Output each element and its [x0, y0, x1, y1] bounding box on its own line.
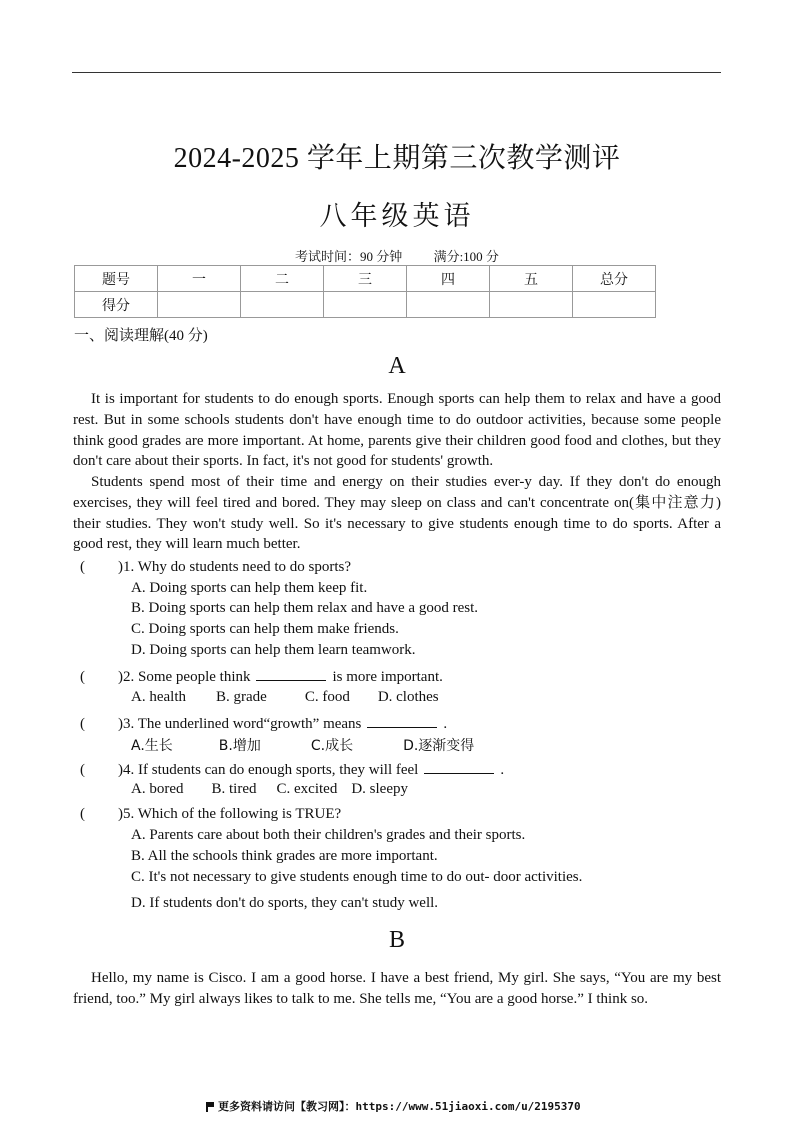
- option: C.成长: [310, 738, 354, 754]
- score-table-header-row: [75, 266, 656, 292]
- answer-bracket[interactable]: (: [80, 716, 85, 732]
- score-table-score-row: [75, 292, 656, 318]
- score-cell: [241, 292, 324, 318]
- question-stem-end: .: [443, 716, 448, 732]
- score-header-cell: 三: [324, 266, 407, 292]
- score-cell: [407, 292, 490, 318]
- full-score: 满分:100 分: [433, 249, 499, 264]
- fill-blank[interactable]: [256, 668, 326, 681]
- passage-b-heading: B: [388, 927, 405, 953]
- exam-subtitle: 八年级英语: [319, 201, 475, 231]
- question-stem: )3. The underlined word“growth” means: [118, 716, 362, 732]
- score-header-cell: 五: [490, 266, 573, 292]
- fill-blank[interactable]: [367, 715, 437, 728]
- option: A. Doing sports can help them keep fit.: [131, 580, 368, 596]
- score-cell: [158, 292, 241, 318]
- footer-text: 更多资料请访问【教习网】：https://www.51jiaoxi.com/u/2195370: [218, 1100, 581, 1113]
- passage-a-paragraph-2: Students spend most of their time and energy on their studies ever-y day. If they don't do enough exercises, they will feel tired and bored. They may sleep on class and can't concentrate on(集中注意力) their studies. They won't study well. So it's necessary to give students enough time to do sports. After a good rest, they will learn much better.: [73, 474, 721, 553]
- option: A. health: [131, 689, 186, 705]
- footer-link[interactable]: [206, 1098, 581, 1114]
- score-header-cell: 二: [241, 266, 324, 292]
- option: C. Doing sports can help them make friends.: [131, 621, 399, 637]
- option: A. Parents care about both their children's grades and their sports.: [131, 827, 526, 843]
- top-rule: [72, 72, 721, 73]
- option: A. bored: [131, 781, 184, 797]
- score-header-cell: 四: [407, 266, 490, 292]
- option-row: [131, 689, 439, 706]
- option: B. grade: [215, 689, 267, 705]
- option: D. If students don't do sports, they can't study well.: [131, 895, 439, 911]
- answer-bracket[interactable]: (: [80, 806, 85, 822]
- option: B. All the schools think grades are more important.: [131, 848, 438, 864]
- score-row-label: 得分: [75, 292, 158, 318]
- question-stem: )4. If students can do enough sports, they will feel: [118, 762, 419, 778]
- score-header-cell: 一: [158, 266, 241, 292]
- score-cell: [573, 292, 656, 318]
- passage-a-heading: A: [388, 353, 406, 379]
- question-stem: )5. Which of the following is TRUE?: [118, 806, 342, 822]
- question-3: [80, 715, 447, 733]
- option-row: [131, 781, 408, 798]
- answer-bracket[interactable]: (: [80, 669, 85, 685]
- option: B.增加: [218, 738, 261, 754]
- fill-blank[interactable]: [424, 761, 494, 774]
- answer-bracket[interactable]: (: [80, 559, 85, 575]
- option: C. food: [304, 689, 350, 705]
- exam-info: [0, 246, 794, 265]
- exam-title: 2024-2025 学年上期第三次教学测评: [173, 143, 621, 174]
- question-1: [80, 559, 351, 576]
- passage-a-paragraph-1: It is important for students to do enough sports. Enough sports can help them to relax and have a good rest. But in some schools students don't have enough time to do outdoor activities, because some people think good grades are more important. At home, parents give their children good food and clothes, but they don't care about their sports. In fact, it's not good for students' growth.: [73, 391, 721, 470]
- question-stem: )2. Some people think: [118, 669, 251, 685]
- score-cell: [324, 292, 407, 318]
- option: D. clothes: [377, 689, 439, 705]
- option: D. Doing sports can help them learn teamwork.: [131, 642, 416, 658]
- exam-time: 考试时间：90 分钟: [295, 249, 403, 264]
- flag-icon: [206, 1102, 214, 1112]
- option: D.逐渐变得: [403, 738, 475, 754]
- option: C. excited: [276, 781, 338, 797]
- section-title: 一、阅读理解(40 分): [74, 328, 208, 344]
- score-header-cell: 总分: [573, 266, 656, 292]
- score-cell: [490, 292, 573, 318]
- score-table: [74, 265, 656, 318]
- option: B. tired: [211, 781, 257, 797]
- passage-b-paragraph-1: Hello, my name is Cisco. I am a good horse. I have a best friend, My girl. She says, “You are my best friend, too.” My girl always likes to talk to me. She tells me, “You are a good horse.” I think so.: [73, 970, 721, 1007]
- question-stem-end: is more important.: [332, 669, 443, 685]
- option: B. Doing sports can help them relax and have a good rest.: [131, 600, 478, 616]
- score-header-cell: 题号: [75, 266, 158, 292]
- option: D. sleepy: [351, 781, 408, 797]
- question-5: [80, 806, 341, 823]
- option: A.生长: [131, 738, 173, 754]
- question-stem-end: .: [500, 762, 505, 778]
- answer-bracket[interactable]: (: [80, 762, 85, 778]
- option: C. It's not necessary to give students enough time to do out- door activities.: [131, 869, 583, 885]
- question-4: [80, 761, 504, 779]
- question-stem: )1. Why do students need to do sports?: [118, 559, 352, 575]
- question-2: [80, 668, 443, 686]
- option-row: [131, 735, 474, 755]
